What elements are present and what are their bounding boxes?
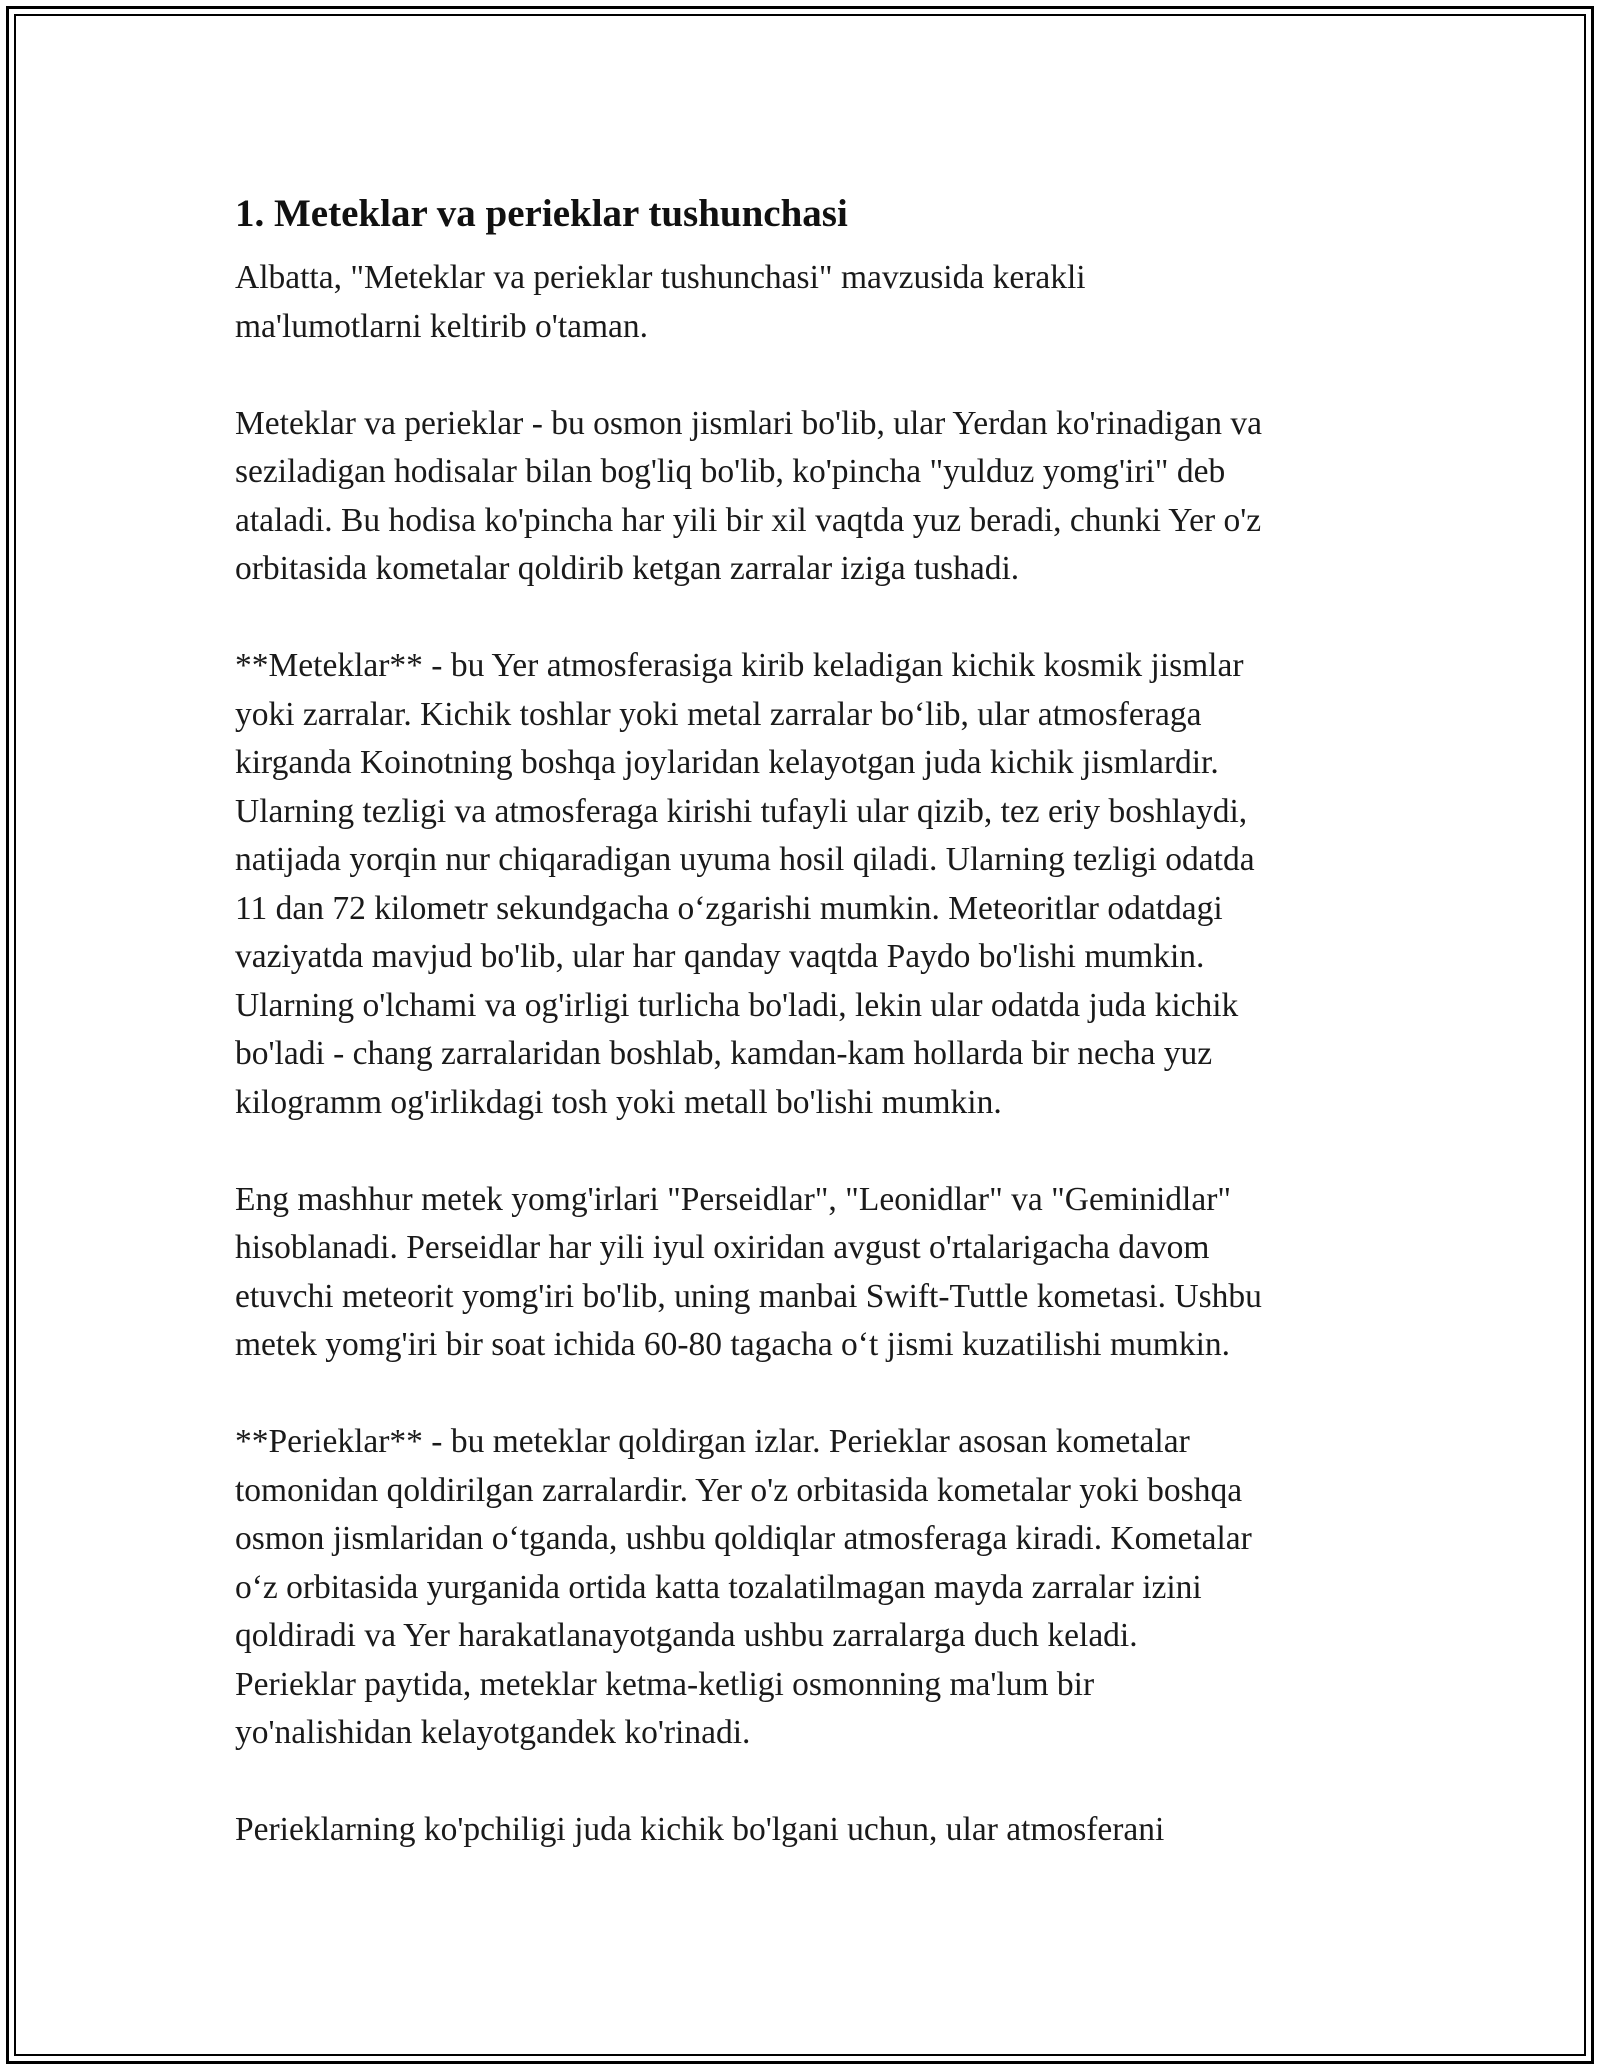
paragraph-line: osmon jismlaridan o‘tganda, ushbu qoldiqlar atmosferaga kiradi. Kometalar	[235, 1520, 1252, 1557]
paragraph-line: natijada yorqin nur chiqaradigan uyuma hosil qiladi. Ularning tezligi odatda	[235, 841, 1255, 878]
paragraph-line: Albatta, "Meteklar va perieklar tushunchasi" mavzusida kerakli	[235, 259, 1086, 296]
paragraph-line: **Perieklar** - bu meteklar qoldirgan izlar. Perieklar asosan kometalar	[235, 1423, 1190, 1460]
paragraph	[235, 400, 1375, 594]
paragraph	[235, 1806, 1375, 1855]
paragraph-line: yoki zarralar. Kichik toshlar yoki metal zarralar bo‘lib, ular atmosferaga	[235, 695, 1202, 733]
paragraph-line: **Meteklar** - bu Yer atmosferasiga kirib keladigan kichik kosmik jismlar	[235, 647, 1244, 684]
paragraph	[235, 254, 1375, 351]
paragraph-line: ma'lumotlarni keltirib o'taman.	[235, 307, 649, 345]
paragraph-line: qoldiradi va Yer harakatlanayotganda ushbu zarralarga duch keladi.	[235, 1617, 1138, 1654]
paragraph	[235, 1176, 1375, 1370]
paragraph	[235, 1418, 1375, 1758]
document-body	[235, 188, 1375, 1903]
paragraph-line: vaziyatda mavjud bo'lib, ular har qanday vaqtda Paydo bo'lishi mumkin.	[235, 938, 1205, 975]
paragraph-line: ataladi. Bu hodisa ko'pincha har yili bir xil vaqtda yuz beradi, chunki Yer o'z	[235, 501, 1262, 539]
paragraph-line: o‘z orbitasida yurganida ortida katta tozalatilmagan mayda zarralar izini	[235, 1568, 1202, 1606]
paragraph-line: orbitasida kometalar qoldirib ketgan zarralar iziga tushadi.	[235, 550, 1020, 587]
paragraph	[235, 642, 1375, 1127]
paragraph-line: seziladigan hodisalar bilan bog'liq bo'lib, ko'pincha "yulduz yomg'iri" deb	[235, 453, 1226, 490]
paragraph-line: 11 dan 72 kilometr sekundgacha o‘zgarishi mumkin. Meteoritlar odatdagi	[235, 889, 1223, 927]
paragraph-line: tomonidan qoldirilgan zarralardir. Yer o'z orbitasida kometalar yoki boshqa	[235, 1471, 1243, 1509]
paragraph-line: Perieklar paytida, meteklar ketma-ketligi osmonning ma'lum bir	[235, 1665, 1095, 1703]
paragraph-line: etuvchi meteorit yomg'iri bo'lib, uning manbai Swift-Tuttle kometasi. Ushbu	[235, 1277, 1262, 1315]
paragraph-list	[235, 254, 1375, 1855]
paragraph-line: Meteklar va perieklar - bu osmon jismlari bo'lib, ular Yerdan ko'rinadigan va	[235, 404, 1263, 442]
paragraph-line: Ularning o'lchami va og'irligi turlicha bo'ladi, lekin ular odatda juda kichik	[235, 986, 1239, 1024]
paragraph-line: Eng mashhur metek yomg'irlari "Perseidlar", "Leonidlar" va "Geminidlar"	[235, 1180, 1232, 1218]
paragraph-line: metek yomg'iri bir soat ichida 60-80 tagacha o‘t jismi kuzatilishi mumkin.	[235, 1326, 1231, 1363]
paragraph-line: kirganda Koinotning boshqa joylaridan kelayotgan juda kichik jismlardir.	[235, 744, 1219, 781]
paragraph-line: Perieklarning ko'pchiligi juda kichik bo'lgani uchun, ular atmosferani	[235, 1811, 1165, 1848]
paragraph-line: Ularning tezligi va atmosferaga kirishi tufayli ular qizib, tez eriy boshlaydi,	[235, 792, 1248, 830]
section-title: 1. Meteklar va perieklar tushunchasi	[235, 192, 848, 235]
paragraph-line: hisoblanadi. Perseidlar har yili iyul oxiridan avgust o'rtalarigacha davom	[235, 1229, 1210, 1266]
paragraph-line: bo'ladi - chang zarralaridan boshlab, kamdan-kam hollarda bir necha yuz	[235, 1035, 1213, 1072]
paragraph-line: kilogramm og'irlikdagi tosh yoki metall bo'lishi mumkin.	[235, 1083, 1002, 1121]
paragraph-line: yo'nalishidan kelayotgandek ko'rinadi.	[235, 1714, 751, 1751]
